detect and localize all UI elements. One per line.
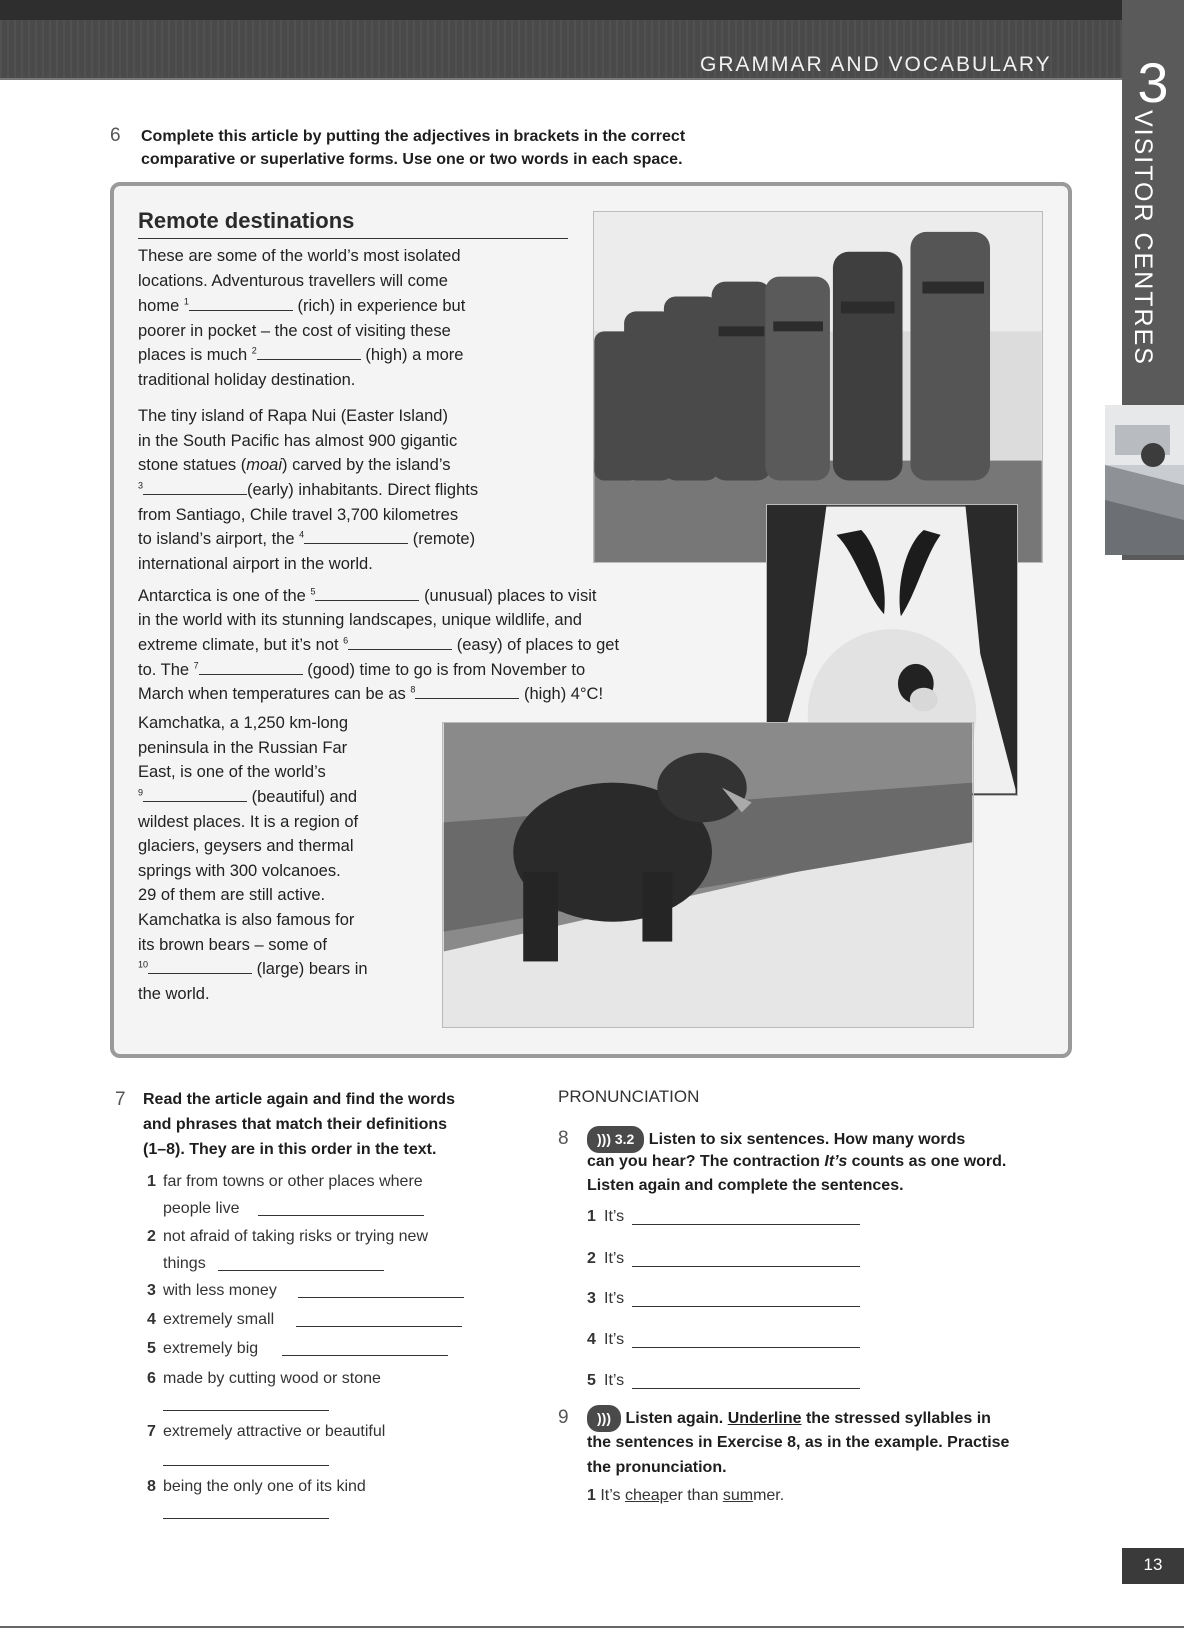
gap-number: 3 <box>138 480 144 491</box>
article-text: home <box>138 297 180 315</box>
article-line: These are some of the world’s most isolated <box>138 247 461 265</box>
article-line: its brown bears – some of <box>138 936 327 954</box>
example-text: er than <box>668 1487 719 1504</box>
gap-3-input[interactable] <box>143 480 247 495</box>
article-line <box>138 633 619 658</box>
definition-text: things <box>163 1255 206 1272</box>
example-text: mer. <box>753 1487 785 1504</box>
exercise-8-text: Listen to six sentences. How many words <box>648 1131 966 1148</box>
item-number: 5 <box>587 1372 596 1389</box>
answer-line[interactable] <box>258 1215 424 1216</box>
exercise-6-instruction-2: comparative or superlative forms. Use one or two words in each space. <box>141 151 683 168</box>
answer-line[interactable] <box>632 1388 860 1389</box>
item-number: 2 <box>147 1228 156 1245</box>
definition-text: far from towns or other places where <box>163 1173 423 1190</box>
article-text: (rich) in experience but <box>297 297 466 315</box>
gap-6-input[interactable] <box>348 635 452 650</box>
article-title-rule <box>138 238 568 239</box>
unit-number: 3 <box>1137 51 1169 114</box>
article-line <box>138 584 596 609</box>
answer-line[interactable] <box>632 1266 860 1267</box>
exercise-7-instruction-2: and phrases that match their definitions <box>143 1116 448 1133</box>
definition-text: made by cutting wood or stone <box>163 1370 381 1387</box>
gap-8-input[interactable] <box>415 684 519 699</box>
pronunciation-heading: PRONUNCIATION <box>558 1087 700 1106</box>
exercise-7-instruction-3: (1–8). They are in this order in the text. <box>143 1141 437 1158</box>
article-line: in the world with its stunning landscapes, unique wildlife, and <box>138 611 582 629</box>
unit-title-text: VISITOR CENTRES <box>1129 110 1157 366</box>
item-number: 3 <box>587 1290 596 1307</box>
exercise-8-line-2 <box>587 1149 1006 1174</box>
gap-2-input[interactable] <box>257 345 361 360</box>
definition-text: extremely attractive or beautiful <box>163 1423 386 1440</box>
exercise-8-italic: It’s <box>824 1153 848 1170</box>
exercise-9-underline: Underline <box>727 1410 802 1427</box>
article-text: (remote) <box>412 530 476 548</box>
article-text: ) carved by the island’s <box>282 456 451 474</box>
sentence-start: It’s <box>604 1372 625 1389</box>
item-number: 8 <box>147 1478 156 1495</box>
exercise-6-instruction-1: Complete this article by putting the adjectives in brackets in the correct <box>141 128 686 145</box>
gap-9-input[interactable] <box>143 787 247 802</box>
exercise-7-instruction-1: Read the article again and find the words <box>143 1091 456 1108</box>
audio-button[interactable]: ))) <box>587 1405 621 1432</box>
definition-text: not afraid of taking risks or trying new <box>163 1228 429 1245</box>
sentence-start: It’s <box>604 1250 625 1267</box>
example-sentence <box>587 1487 784 1505</box>
item-number: 1 <box>587 1487 596 1504</box>
exercise-9-number: 9 <box>558 1407 569 1428</box>
article-text: (early) inhabitants. Direct flights <box>247 481 479 499</box>
article-line: from Santiago, Chile travel 3,700 kilometres <box>138 506 459 524</box>
article-line: locations. Adventurous travellers will come <box>138 272 448 290</box>
answer-line[interactable] <box>163 1465 329 1466</box>
article-italic: moai <box>246 456 282 474</box>
brown-bear-photo <box>442 722 974 1028</box>
article-line: 29 of them are still active. <box>138 886 326 904</box>
gap-10-input[interactable] <box>148 959 252 974</box>
stressed-syllable: cheap <box>624 1487 669 1504</box>
article-title: Remote destinations <box>138 208 355 233</box>
article-line: Kamchatka is also famous for <box>138 911 355 929</box>
gap-number: 7 <box>193 660 199 671</box>
article-line: international airport in the world. <box>138 555 373 573</box>
side-tab-photo <box>1105 405 1184 555</box>
exercise-8-text: counts as one word. <box>851 1153 1007 1170</box>
gap-number: 2 <box>251 345 257 356</box>
article-text: extreme climate, but it’s not <box>138 636 339 654</box>
item-number: 3 <box>147 1282 156 1299</box>
exercise-9-text: Listen again. <box>625 1410 724 1427</box>
bottom-rule <box>0 1626 1184 1628</box>
item-number: 2 <box>587 1250 596 1267</box>
article-line: peninsula in the Russian Far <box>138 739 348 757</box>
item-number: 1 <box>147 1173 156 1190</box>
answer-line[interactable] <box>163 1410 329 1411</box>
article-line: in the South Pacific has almost 900 gigantic <box>138 432 458 450</box>
article-text: to island’s airport, the <box>138 530 295 548</box>
article-line: springs with 300 volcanoes. <box>138 862 341 880</box>
exercise-9-line-2: the sentences in Exercise 8, as in the example. Practise <box>587 1434 1010 1451</box>
answer-line[interactable] <box>163 1518 329 1519</box>
article-text: (beautiful) and <box>251 788 358 806</box>
article-text: stone statues ( <box>138 456 247 474</box>
exercise-8-number: 8 <box>558 1128 569 1149</box>
audio-track-button[interactable]: ))) 3.2 <box>587 1126 644 1153</box>
sentence-start: It’s <box>604 1290 625 1307</box>
exercise-9-line-1 <box>587 1405 991 1432</box>
answer-line[interactable] <box>298 1297 464 1298</box>
article-text: (large) bears in <box>256 960 368 978</box>
article-text: (unusual) places to visit <box>424 587 597 605</box>
exercise-6-number: 6 <box>110 125 121 146</box>
article-line: traditional holiday destination. <box>138 371 356 389</box>
article-line <box>138 682 603 707</box>
article-line <box>138 785 357 810</box>
page-number: 13 <box>1143 1555 1163 1574</box>
example-text: It’s <box>600 1487 621 1504</box>
gap-7-input[interactable] <box>199 660 303 675</box>
exercise-9-line-3: the pronunciation. <box>587 1459 727 1476</box>
unit-title <box>1128 110 1178 370</box>
item-number: 6 <box>147 1370 156 1387</box>
definition-text: being the only one of its kind <box>163 1478 366 1495</box>
definition-text: extremely small <box>163 1311 275 1328</box>
gap-number: 6 <box>343 635 349 646</box>
item-number: 5 <box>147 1340 156 1357</box>
gap-4-input[interactable] <box>304 529 408 544</box>
article-text: (easy) of places to get <box>456 636 620 654</box>
answer-line[interactable] <box>296 1326 462 1327</box>
article-text: places is much <box>138 346 248 364</box>
article-text: (high) a more <box>365 346 464 364</box>
sentence-start: It’s <box>604 1208 625 1225</box>
answer-line[interactable] <box>632 1224 860 1225</box>
section-heading: GRAMMAR AND VOCABULARY <box>700 53 1052 76</box>
article-line: glaciers, geysers and thermal <box>138 837 354 855</box>
item-number: 7 <box>147 1423 156 1440</box>
gap-1-input[interactable] <box>189 296 293 311</box>
article-text: Antarctica is one of the <box>138 587 306 605</box>
exercise-7-number: 7 <box>115 1089 126 1110</box>
header-shade <box>0 0 1184 20</box>
article-line: the world. <box>138 985 210 1003</box>
item-number: 1 <box>587 1208 596 1225</box>
answer-line[interactable] <box>218 1270 384 1271</box>
article-line: The tiny island of Rapa Nui (Easter Island) <box>138 407 448 425</box>
article-line <box>138 527 475 552</box>
item-number: 4 <box>587 1331 596 1348</box>
article-line <box>138 478 478 503</box>
gap-number: 8 <box>410 684 416 695</box>
exercise-8-text: can you hear? The contraction <box>587 1153 820 1170</box>
article-text: (good) time to go is from November to <box>307 661 586 679</box>
article-line: East, is one of the world’s <box>138 763 326 781</box>
stressed-syllable: sum <box>722 1487 754 1504</box>
exercise-8-line-3: Listen again and complete the sentences. <box>587 1177 904 1194</box>
item-number: 4 <box>147 1311 156 1328</box>
sentence-start: It’s <box>604 1331 625 1348</box>
exercise-9-text: the stressed syllables in <box>805 1410 991 1427</box>
answer-line[interactable] <box>632 1306 860 1307</box>
gap-number: 10 <box>138 959 149 970</box>
article-line: Kamchatka, a 1,250 km-long <box>138 714 349 732</box>
gap-number: 1 <box>183 296 189 307</box>
article-line <box>138 453 450 478</box>
definition-text: people live <box>163 1200 240 1217</box>
definition-text: with less money <box>163 1282 277 1299</box>
article-line <box>138 957 368 982</box>
article-text: (high) 4°C! <box>524 685 604 703</box>
article-line: wildest places. It is a region of <box>138 813 359 831</box>
answer-line[interactable] <box>632 1347 860 1348</box>
gap-number: 5 <box>310 586 316 597</box>
gap-5-input[interactable] <box>315 586 419 601</box>
gap-number: 4 <box>299 529 305 540</box>
definition-text: extremely big <box>163 1340 259 1357</box>
article-text: March when temperatures can be as <box>138 685 406 703</box>
article-text: to. The <box>138 661 190 679</box>
article-line <box>138 294 465 319</box>
gap-number: 9 <box>138 787 144 798</box>
article-line <box>138 658 585 683</box>
header-divider <box>0 78 1122 80</box>
article-line: poorer in pocket – the cost of visiting these <box>138 322 451 340</box>
article-line <box>138 343 463 368</box>
answer-line[interactable] <box>282 1355 448 1356</box>
